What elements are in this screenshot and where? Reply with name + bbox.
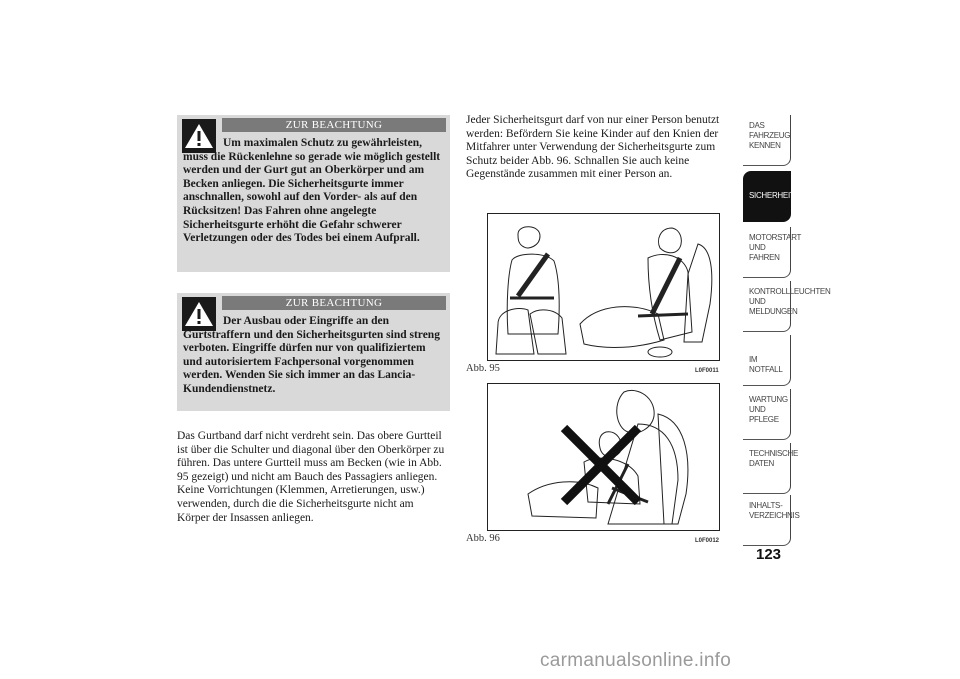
warning-text: Der Ausbau oder Eingriffe an den Gurtstraffern und den Sicherheitsgurten sind streng verboten. Eingriffe dürfen nur von qualifiziertem und autorisiertem Fachpersonal vorgenommen werden. Wenden Sie sich immer an das Lancia-Kundendienstnetz. (183, 315, 440, 395)
warning-box-2 (177, 293, 450, 411)
tab-im-notfall[interactable]: IM NOTFALL (743, 335, 791, 386)
tab-technische-daten[interactable]: TECHNISCHE DATEN (743, 443, 791, 494)
tab-kontrollleuchten-und-meldungen[interactable]: KONTROLLLEUCHTEN UND MELDUNGEN (743, 281, 791, 332)
figure-96-illustration (487, 383, 720, 531)
warning-text: Um maximalen Schutz zu gewährleisten, muss die Rückenlehne so gerade wie möglich gestellt werden und der Gurt gut an Oberkörper und am Becken anliegen. Die Sicherheitsgurte immer anschnallen, sowohl auf den Vorder- als auf den Rücksitzen! Das Fahren ohne angelegte Sicherheitsgurte erhöht die Gefahr schwerer Verletzungen oder des Todes bei einem Aufprall. (183, 137, 441, 245)
tab-wartung-und-pflege[interactable]: WARTUNG UND PFLEGE (743, 389, 791, 440)
tab-inhaltsverzeichnis[interactable]: INHALTS-VERZEICHNIS (743, 495, 791, 546)
right-paragraph: Jeder Sicherheitsgurt darf von nur einer Person benutzt werden: Befördern Sie keine Kinder auf den Knien der Mitfahrer unter Verwendung der Sicherheitsgurte zum Schutz beider Abb. 96. Schnallen Sie auch keine Gegenstände zusammen mit einer Person an. (466, 114, 720, 181)
warning-box-1 (177, 115, 450, 272)
page-number: 123 (756, 546, 782, 563)
figure-95-code: L0F0011 (695, 368, 719, 374)
warning-header: ZUR BEACHTUNG (222, 296, 446, 310)
figure-95-caption: Abb. 95 (466, 363, 500, 374)
tab-das-fahrzeug-kennen[interactable]: DAS FAHRZEUG KENNEN (743, 115, 791, 166)
tab-motorstart-und-fahren[interactable]: MOTORSTART UND FAHREN (743, 227, 791, 278)
warning-header: ZUR BEACHTUNG (222, 118, 446, 132)
figure-96-code: L0F0012 (695, 538, 720, 544)
left-paragraph: Das Gurtband darf nicht verdreht sein. Das obere Gurtteil ist über die Schulter und diagonal über den Oberkörper zu führen. Das untere Gurtteil muss am Becken (wie in Abb. 95 gezeigt) und nicht am Bauch des Passagiers anliegen. Keine Vorrichtungen (Klemmen, Arretierungen, usw.) verwenden, durch die die Sicherheitsgurte nicht am Körper der Insassen anliegen. (177, 430, 445, 524)
tab-sicherheit[interactable]: SICHERHEIT (743, 171, 791, 222)
figure-96-caption: Abb. 96 (466, 533, 500, 544)
figure-95-illustration (487, 213, 720, 361)
watermark: carmanualsonline.info (540, 650, 732, 671)
